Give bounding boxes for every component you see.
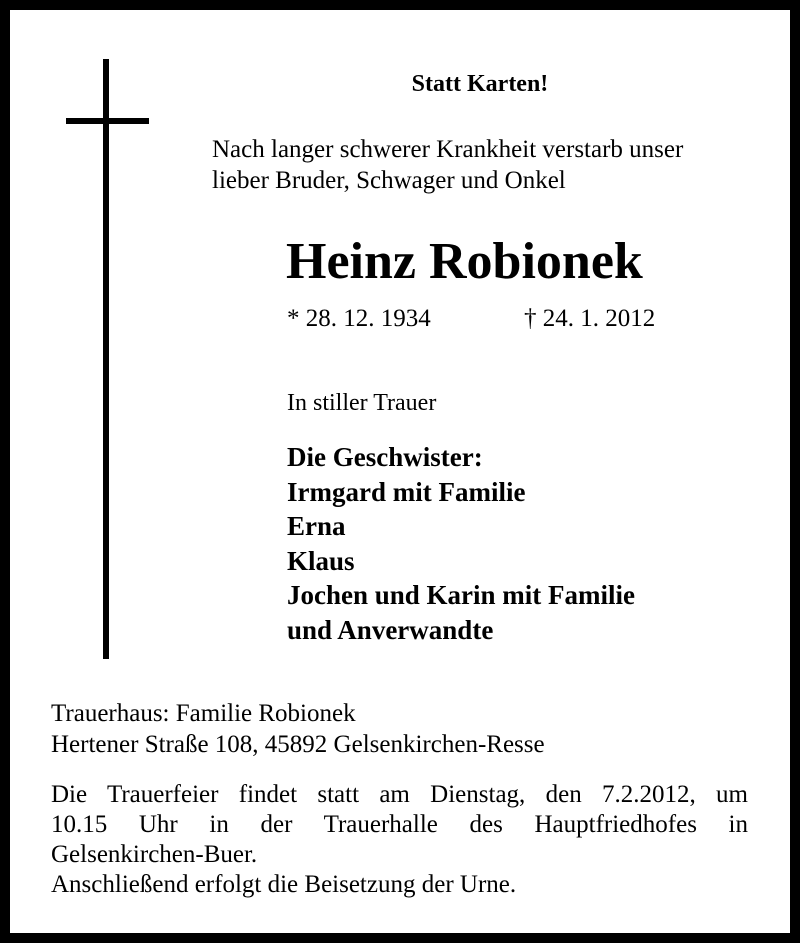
cross-icon <box>103 59 109 659</box>
ceremony-line: Anschließend erfolgt die Beisetzung der Urne. <box>51 871 517 898</box>
mourning-line: In stiller Trauer <box>287 390 437 416</box>
family-item: Die Geschwister: <box>287 442 483 472</box>
death-date: † 24. 1. 2012 <box>524 305 656 332</box>
birth-date: * 28. 12. 1934 <box>287 305 431 332</box>
intro-line: lieber Bruder, Schwager und Onkel <box>212 167 566 194</box>
intro-text <box>212 134 772 196</box>
ceremony-line: 10.15 Uhr in der Trauerhalle des Hauptfriedhofes in <box>51 811 748 838</box>
ceremony-line: Gelsenkirchen-Buer. <box>51 841 258 868</box>
ceremony-line: Die Trauerfeier findet statt am Dienstag, den 7.2.2012, um <box>51 781 748 808</box>
address-line: Hertener Straße 108, 45892 Gelsenkirchen-Resse <box>51 731 545 758</box>
intro-line: Nach langer schwerer Krankheit verstarb unser <box>212 136 684 163</box>
family-item: und Anverwandte <box>287 614 494 645</box>
cross-icon-bar <box>66 118 149 124</box>
deceased-name: Heinz Robionek <box>286 233 643 290</box>
family-item: Erna <box>287 511 346 541</box>
notice-header: Statt Karten! <box>411 71 549 97</box>
family-item: Jochen und Karin mit Familie <box>287 580 636 610</box>
mourning-house-address <box>51 698 545 760</box>
family-item: Irmgard mit Familie <box>287 476 526 507</box>
address-line: Trauerhaus: Familie Robionek <box>51 700 356 727</box>
family-item: Klaus <box>287 545 355 576</box>
ceremony-info <box>51 780 748 900</box>
family-list <box>287 440 635 647</box>
